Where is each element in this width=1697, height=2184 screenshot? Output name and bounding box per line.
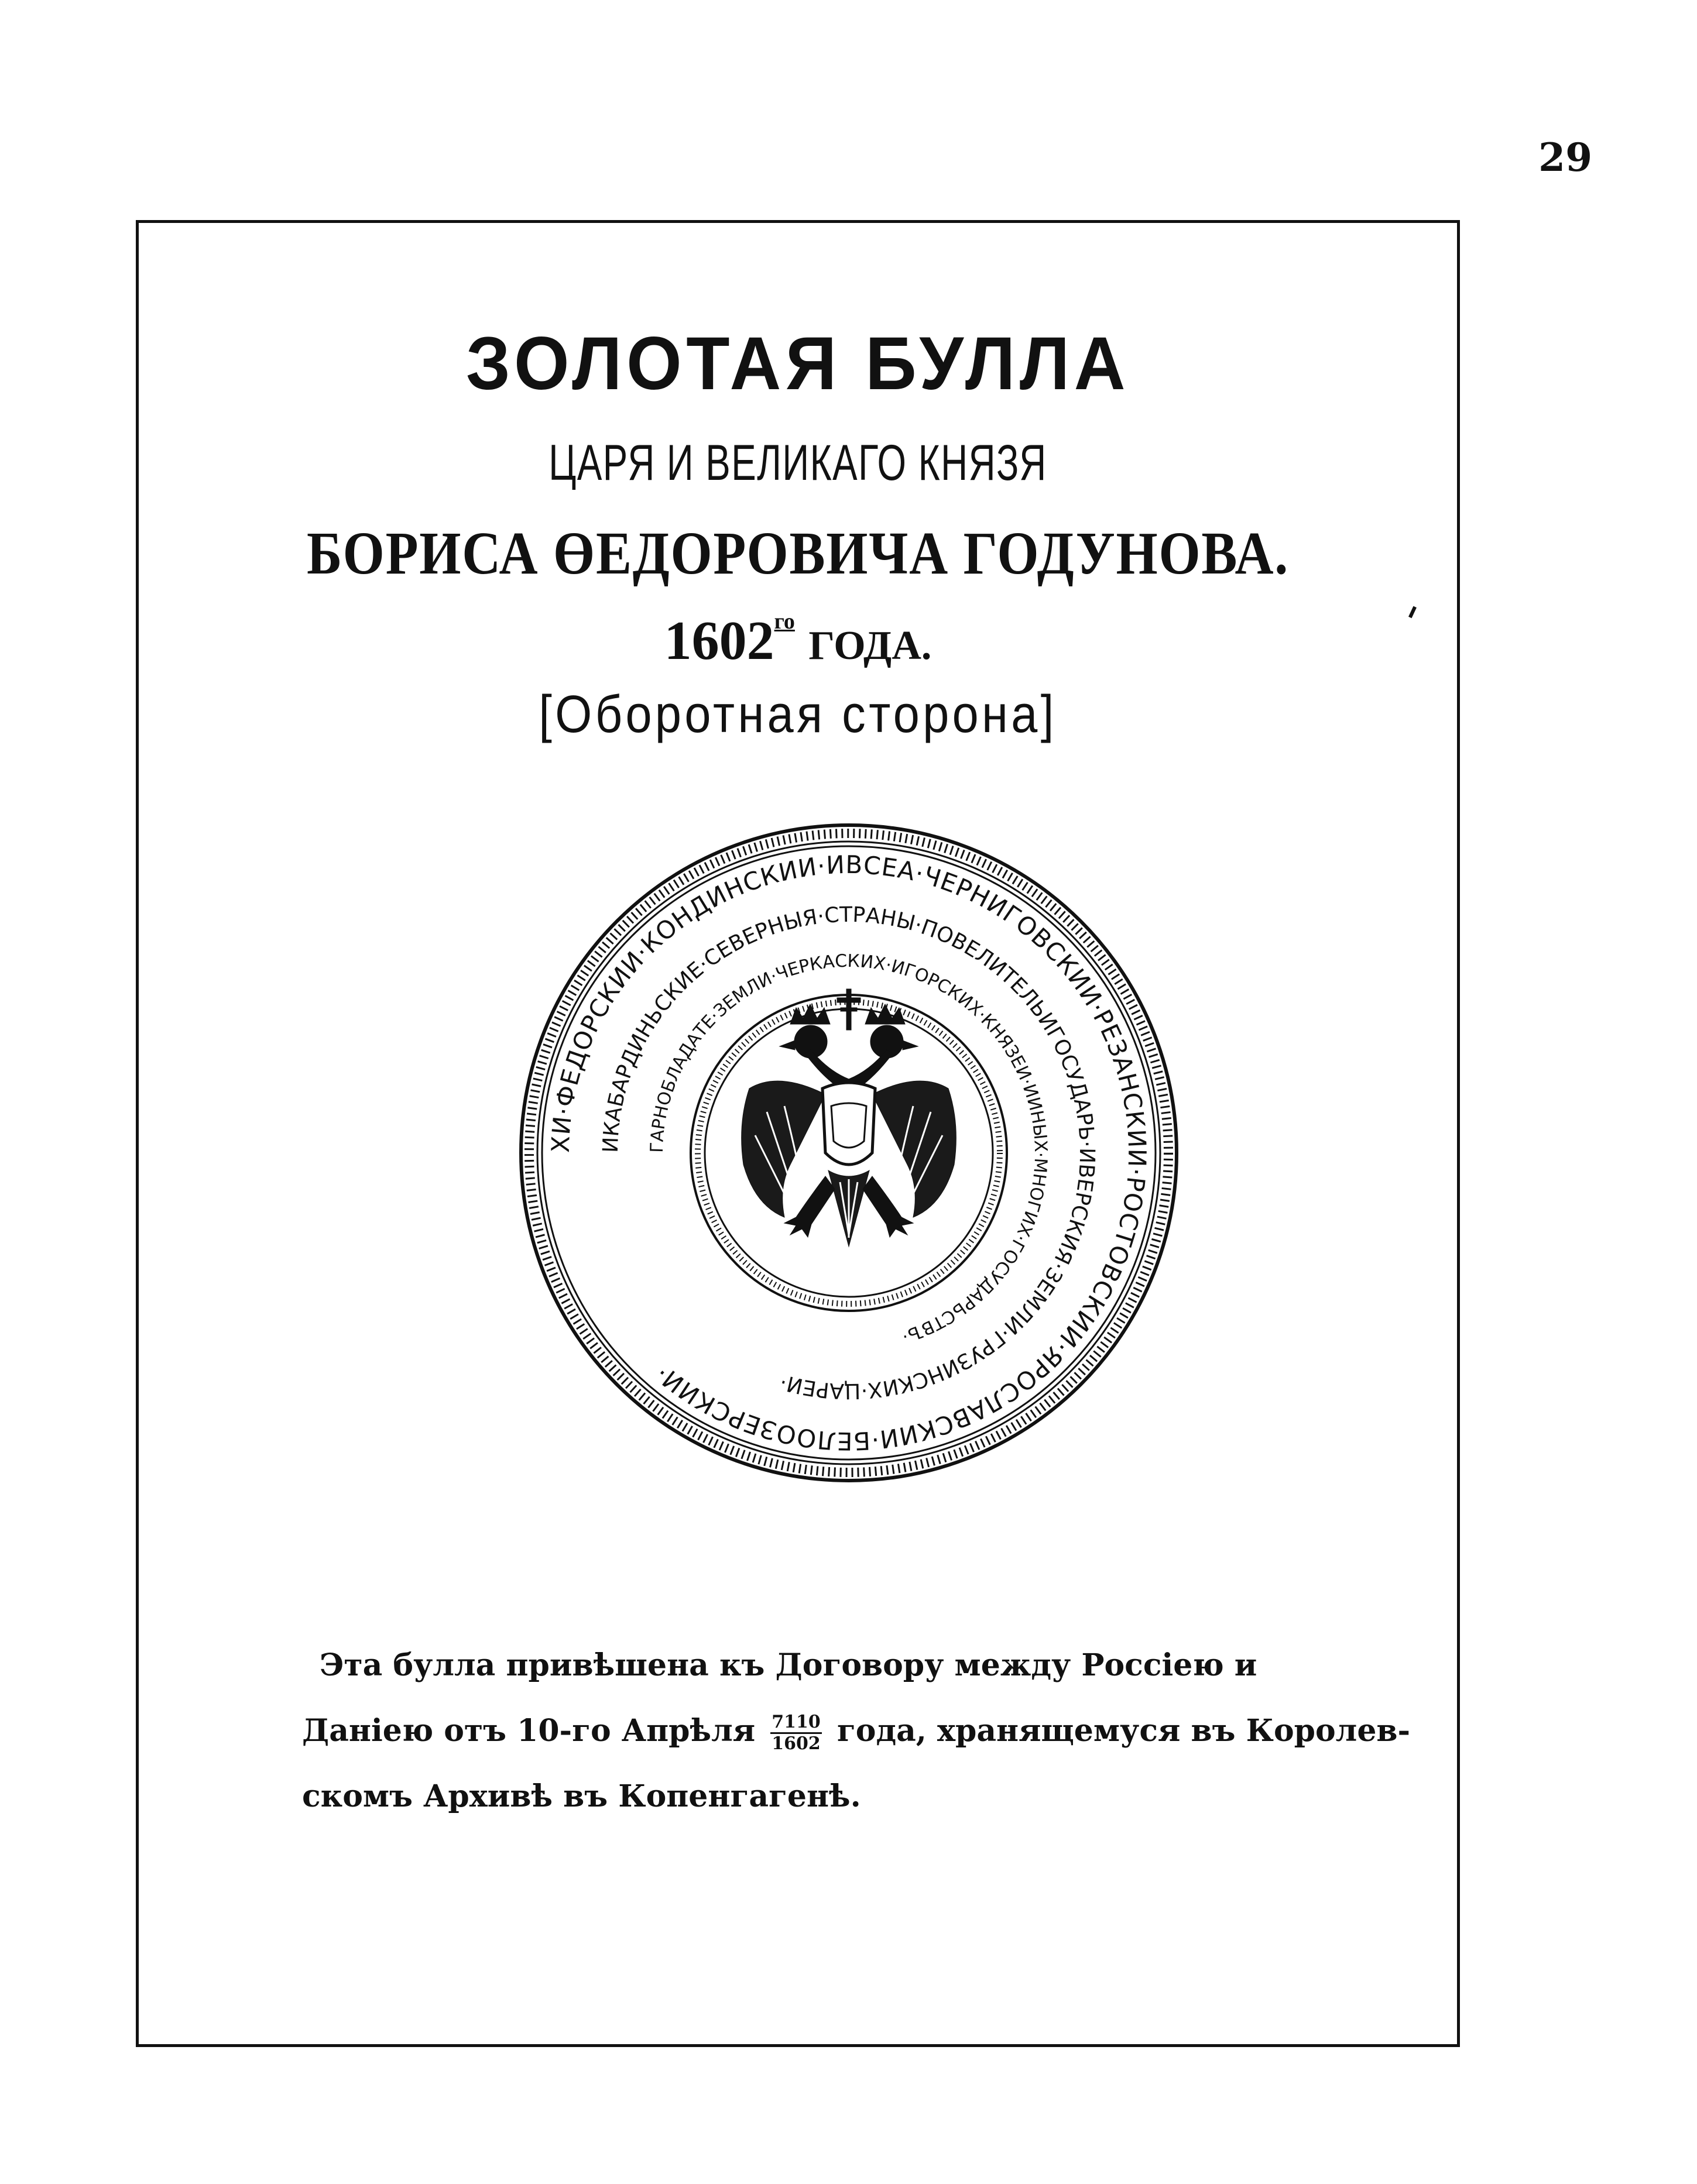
seal-center-legend: ГАРНОБЛАДАТЕ·ЗЕМЛИ·ЧЕРКАСКИХ·ИГОРСКИХ·КНЯЗЕИ·ИИНЫХ·МНОГИХ·ГОСУДАРЬСТВЪ·: [646, 950, 1051, 1347]
page-number: 29: [1538, 135, 1592, 180]
description-line-2a: Даніею отъ 10-го Апрѣля: [302, 1713, 756, 1749]
description-line-1: Эта булла привѣшена къ Договору между Россіею и: [320, 1647, 1257, 1683]
description-line-2b: года, хранящемуся въ Королев-: [836, 1713, 1411, 1749]
document-title: ЗОЛОТАЯ БУЛЛА: [465, 322, 1130, 406]
side-label: [Оборотная сторона]: [539, 685, 1057, 744]
double-headed-eagle-icon: [742, 989, 957, 1246]
description-paragraph: [302, 1633, 1449, 1829]
fraction-denominator: 1602: [772, 1733, 821, 1754]
fraction-numerator: 7110: [770, 1712, 822, 1734]
seal-inner-legend: ИКАБАРДИНЬСКИЕ·СЕВЕРНЫЯ·СТРАНЫ·ПОВЕЛИТЕЛЬИГОСУДАРЬ·ИВЕРСКИЯ·ЗЕМЛИ·ГРУЗИНСКИХ·ЦАРЕИ·: [598, 902, 1099, 1403]
description-line-3: скомъ Архивѣ въ Копенгагенѣ.: [302, 1778, 861, 1814]
year-line: [136, 609, 1460, 672]
year: 1602: [664, 610, 774, 671]
date-fraction: [770, 1712, 822, 1754]
seal-image: [515, 819, 1182, 1486]
document-subtitle: ЦАРЯ И ВЕЛИКАГО КНЯЗЯ: [548, 435, 1047, 491]
tsar-name: БОРИСА ӨЕДОРОВИЧА ГОДУНОВА.: [307, 520, 1289, 587]
seal-outer-legend: ХИ·ФЕДОРСКИИ·КОНДИНСКИИ·ИВСЕА·ЧЕРНИГОВСКИИ·РЕЗАНСКИИ·РОСТОВСКИИ·ЯРОСЛАВСКИИ·БЕЛООЗЕРСКИИ·: [546, 850, 1152, 1456]
year-suffix: го: [774, 609, 795, 634]
year-word: ГОДА.: [808, 623, 932, 668]
